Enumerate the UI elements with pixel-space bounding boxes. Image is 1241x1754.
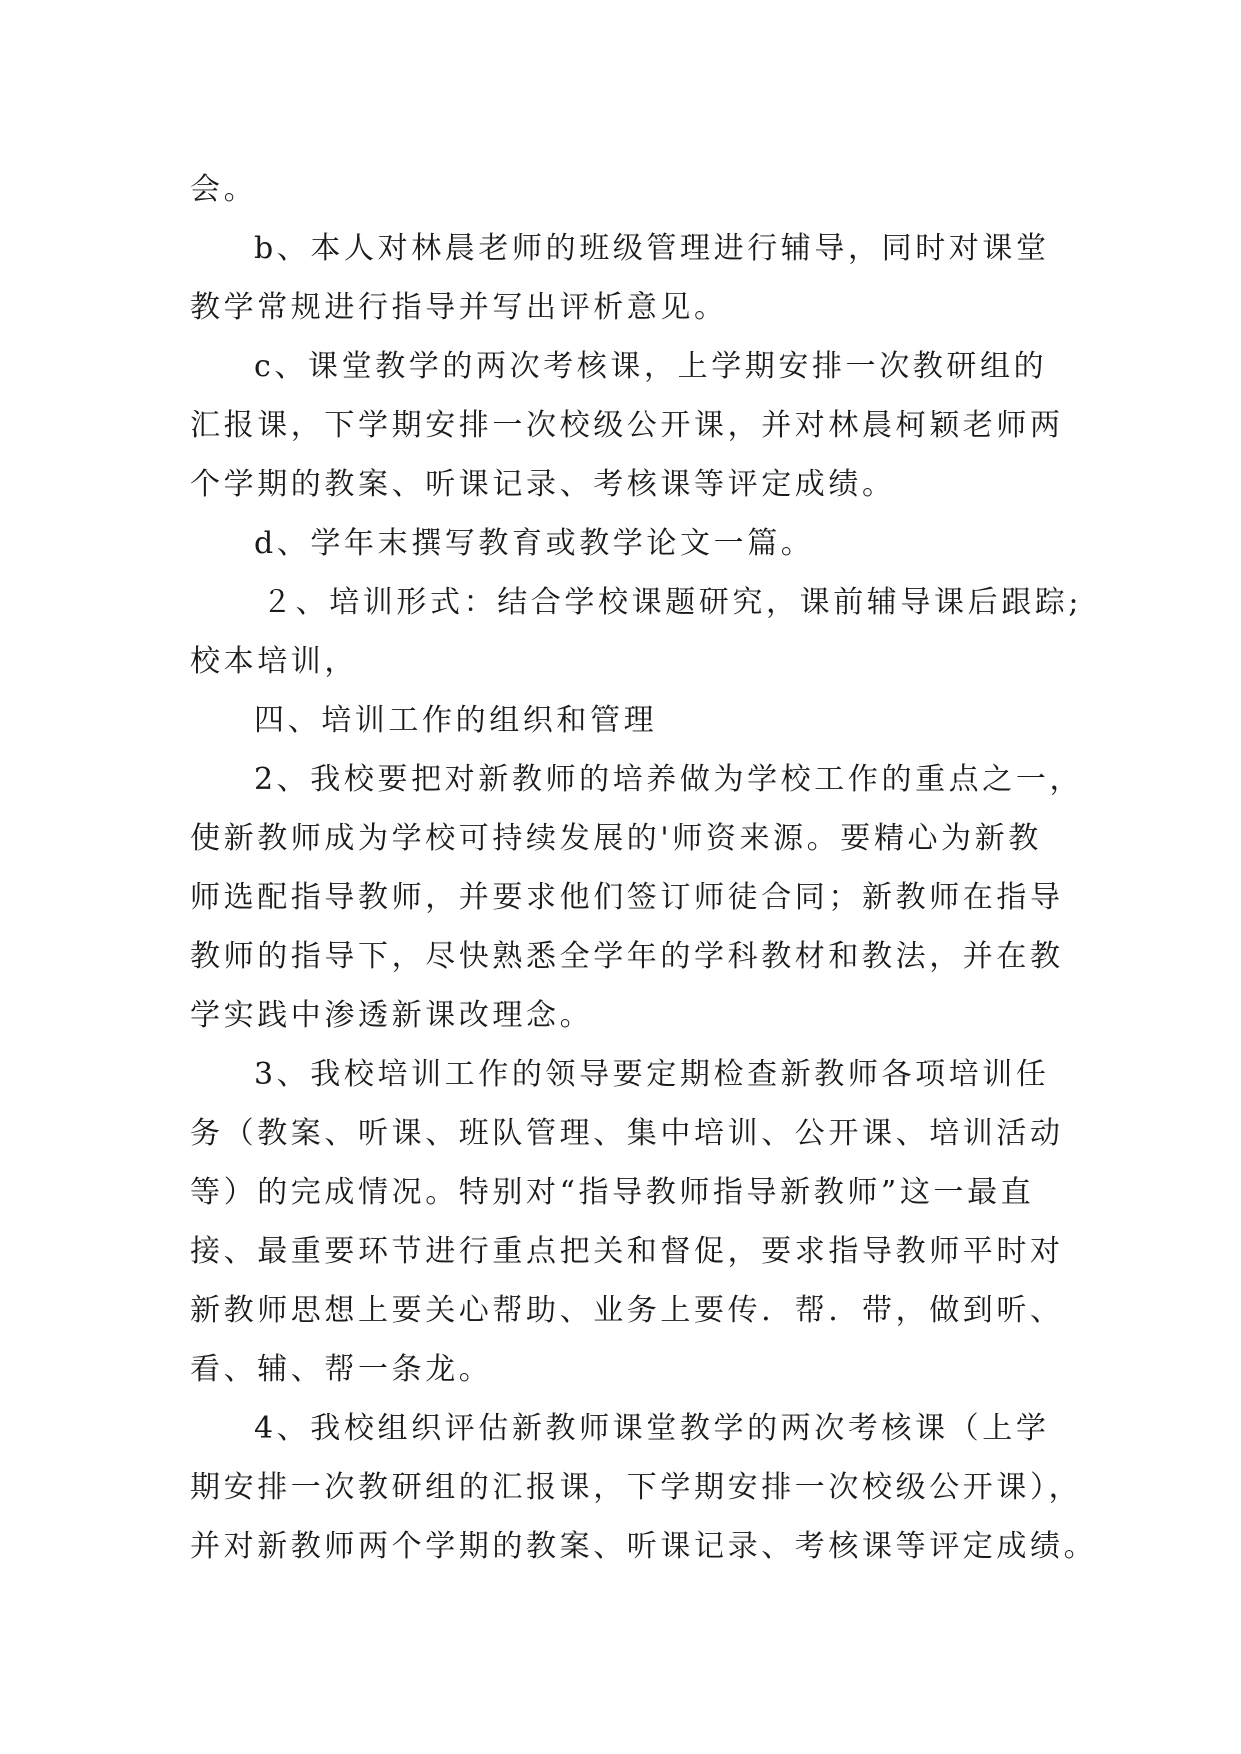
text-line: 看、辅、帮一条龙。	[190, 1352, 493, 1387]
text-line: 教学常规进行指导并写出评析意见。	[190, 290, 728, 325]
text-line: 接、最重要环节进行重点把关和督促，要求指导教师平时对	[190, 1234, 1064, 1269]
text-line: 3、我校培训工作的领导要定期检查新教师各项培训任	[254, 1057, 1050, 1092]
document-body	[190, 160, 1098, 1576]
text-line: 期安排一次教研组的汇报课，下学期安排一次校级公开课），	[190, 1470, 1083, 1505]
text-line: 学实践中渗透新课改理念。	[190, 998, 594, 1033]
text-line: 4、我校组织评估新教师课堂教学的两次考核课（上学	[254, 1411, 1050, 1446]
text-line: d、学年末撰写教育或教学论文一篇。	[254, 526, 815, 561]
text-line: 汇报课，下学期安排一次校级公开课，并对林晨柯颖老师两	[190, 408, 1064, 443]
section-heading: 四、培训工作的组织和管理	[254, 703, 658, 738]
text-line: 使新教师成为学校可持续发展的'师资来源。要精心为新教	[190, 821, 1042, 856]
text-line: 个学期的教案、听课记录、考核课等评定成绩。	[190, 467, 896, 502]
text-line: 校本培训，	[190, 644, 358, 679]
text-line: ２、培训形式：结合学校课题研究，课前辅导课后跟踪;	[262, 585, 1083, 620]
text-line: b、本人对林晨老师的班级管理进行辅导，同时对课堂	[254, 231, 1050, 266]
text-line: 会。	[190, 172, 258, 207]
text-line: 教师的指导下，尽快熟悉全学年的学科教材和教法，并在教	[190, 939, 1064, 974]
text-line: 并对新教师两个学期的教案、听课记录、考核课等评定成绩。	[190, 1529, 1098, 1564]
text-line: 2、我校要把对新教师的培养做为学校工作的重点之一，	[254, 762, 1084, 797]
text-line: 师选配指导教师，并要求他们签订师徒合同；新教师在指导	[190, 880, 1064, 915]
text-line: 等）的完成情况。特别对“指导教师指导新教师”这一最直	[190, 1175, 1035, 1210]
text-line: 务（教案、听课、班队管理、集中培训、公开课、培训活动	[190, 1116, 1064, 1151]
text-line: 新教师思想上要关心帮助、业务上要传．帮．带，做到听、	[190, 1293, 1064, 1328]
text-line: c、课堂教学的两次考核课，上学期安排一次教研组的	[254, 349, 1048, 384]
